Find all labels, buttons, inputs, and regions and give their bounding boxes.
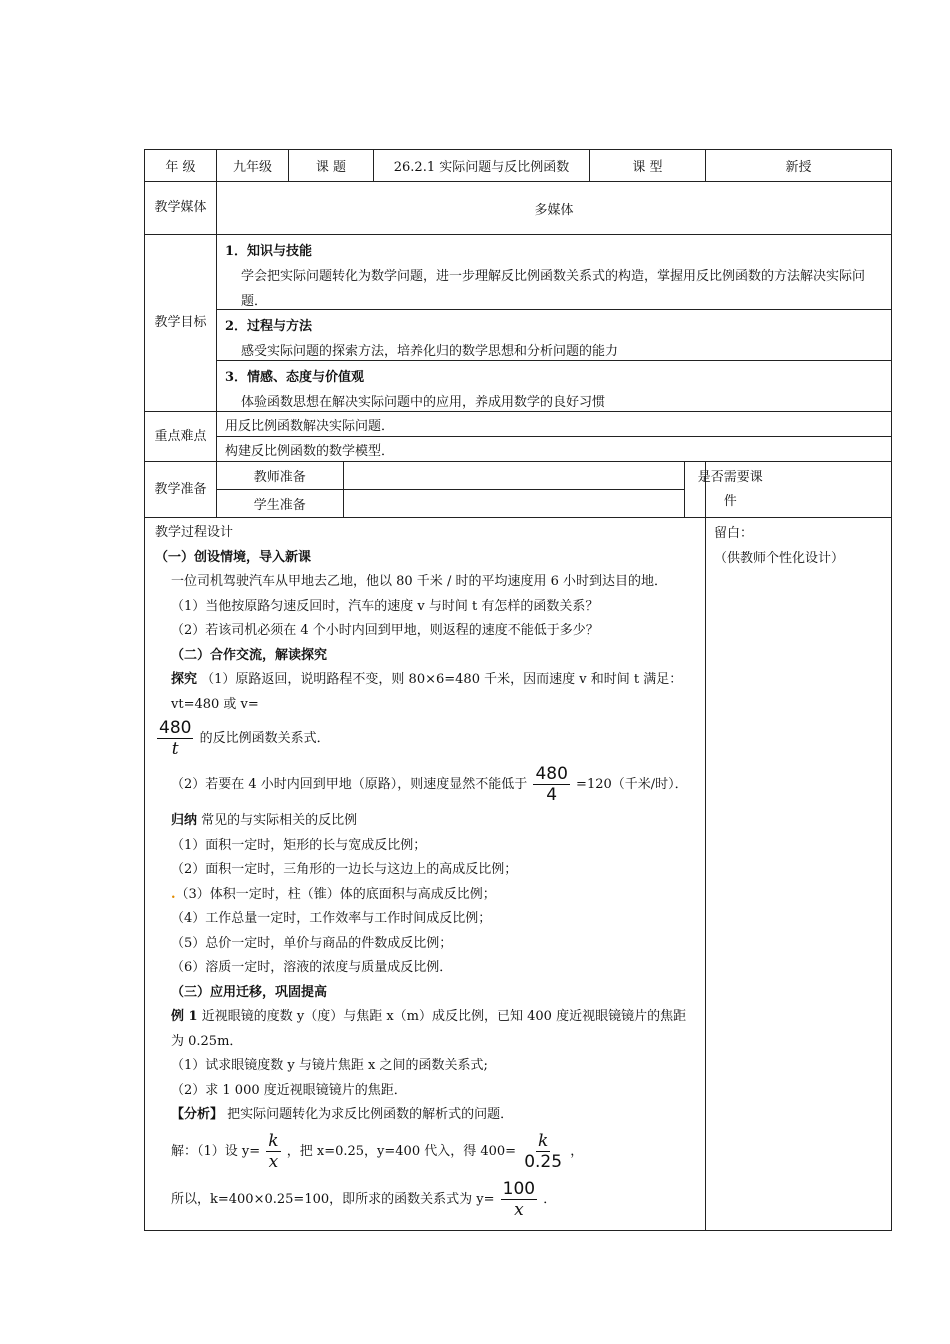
process-row [145,518,892,1231]
section-3-heading: （三）应用迁移，巩固提高 [171,984,328,1000]
summary-line [155,809,695,834]
courseware-label: 是否需要课件 [684,462,776,517]
process-body [155,521,695,1224]
student-prep-value [343,490,684,518]
solution-text-5: ． [543,1191,557,1207]
analysis-line [155,1103,695,1128]
process-title: 教学过程设计 [155,525,234,540]
grade-label: 年 级 [145,150,217,182]
objective-knowledge [217,235,891,309]
media-row [145,182,892,235]
summary-item: （5）总价一定时，单价与商品的件数成反比例； [171,935,453,951]
example-1-line [155,1005,695,1054]
prep-row [145,462,892,518]
section-1-heading: （一）创设情境，导入新课 [155,549,312,565]
grade-value: 九年级 [217,150,289,182]
solution-text-2: ，把 x=0.25，y=400 代入，得 400= [286,1143,517,1159]
explore-label: 探究 [171,672,198,687]
speed-line [155,761,695,809]
solution-text-4: 所以，k=400×0.25=100，即所求的函数关系式为 y= [171,1191,495,1207]
media-label: 教学媒体 [145,182,217,235]
scenario-text: 一位司机驾驶汽车从甲地去乙地，他以 80 千米 / 时的平均速度用 6 小时到达目的地． [171,574,667,589]
type-label: 课 型 [590,150,706,182]
objective-heading: 3．情感、态度与价值观 [225,370,365,385]
difficulty-row [145,437,892,462]
objectives-content [217,235,892,412]
section-2-heading: （二）合作交流，解读探究 [171,647,328,663]
example-1-label: 例 1 [171,1009,198,1024]
objectives-row [145,235,892,412]
notes-column [706,518,892,1231]
example-1-question-2: （2）求 1 000 度近视眼镜镜片的焦距． [171,1082,407,1098]
media-value: 多媒体 [217,182,892,235]
objective-attitude [217,360,891,411]
teacher-prep-value [343,462,684,490]
difficulty-text: 构建反比例函数的数学模型． [217,437,892,462]
objective-text: 体验函数思想在解决实际问题中的应用，养成用数学的良好习惯 [241,395,606,410]
analysis-text: 把实际问题转化为求反比例函数的解析式的问题． [227,1107,514,1122]
fraction-k-over-025: $\frac{k}{0.25}$ [524,1130,563,1172]
mark-dot-icon: . [171,886,176,902]
fraction-480-over-4: $\frac{480}{4}$ [535,764,568,805]
solution-line-1 [155,1128,695,1176]
analysis-label: 【分析】 [171,1107,224,1122]
summary-item: （3）体积一定时，柱（锥）体的底面积与高成反比例； [175,886,496,902]
fraction-k-over-x: $\frac{k}{x}$ [268,1130,279,1172]
scenario-question-2: （2）若该司机必须在 4 个小时内回到甲地，则返程的速度不能低于多少？ [171,623,599,638]
summary-item: （6）溶质一定时，溶液的浓度与质量成反比例． [171,960,453,975]
summary-item-3-line [155,883,695,908]
prep-label: 教学准备 [145,462,217,518]
explore-text: （1）原路返回，说明路程不变，则 80×6=480 千米，因而速度 v 和时间 t 满足：vt=480 或 v= [171,672,683,712]
objective-text: 学会把实际问题转化为数学问题，进一步理解反比例函数关系式的构造，掌握用反比例函数的方法解决实际问题． [241,269,866,309]
process-content [145,518,706,1231]
solution-text-1: 解：（1）设 y= [171,1143,261,1159]
fraction-480-over-t: $\frac{480}{t}$ [159,718,192,759]
key-point-text: 用反比例函数解决实际问题． [217,412,892,437]
summary-item: （4）工作总量一定时，工作效率与工作时间成反比例； [171,911,492,926]
prep-inner-table [217,462,776,517]
solution-text-3: ， [570,1143,584,1159]
objectives-label: 教学目标 [145,235,217,412]
student-prep-label: 学生准备 [217,490,343,518]
speed-result: =120（千米/时）． [576,777,688,792]
objective-process [217,309,891,360]
summary-label: 归纳 [171,813,198,828]
solution-line-2 [155,1176,695,1224]
summary-item: （1）面积一定时，矩形的长与宽成反比例； [171,837,427,853]
header-row [145,150,892,182]
key-points-label: 重点难点 [145,412,217,462]
explore-formula-line [155,717,695,761]
example-1-question-1: （1）试求眼镜度数 y 与镜片焦距 x 之间的函数关系式; [171,1058,488,1073]
topic-label: 课 题 [289,150,374,182]
objective-text: 感受实际问题的探索方法，培养化归的数学思想和分析问题的能力 [241,344,619,359]
fraction-100-over-x: $\frac{100}{x}$ [502,1178,536,1220]
objective-heading: 2．过程与方法 [225,319,313,334]
key-point-row [145,412,892,437]
notes-text: （供教师个性化设计） [714,550,845,566]
prep-content [217,462,763,518]
example-1-text: 近视眼镜的度数 y（度）与焦距 x（m）成反比例，已知 400 度近视眼镜镜片的焦距为 0.25m． [171,1009,687,1049]
speed-text: （2）若要在 4 小时内回到甲地（原路），则速度显然不能低于 [171,777,528,792]
scenario-question-1: （1）当他按原路匀速反回时，汽车的速度 v 与时间 t 有怎样的函数关系？ [171,598,599,614]
explore-line [155,668,695,717]
summary-item: （2）面积一定时，三角形的一边长与这边上的高成反比例； [171,862,518,877]
topic-value: 26.2.1 实际问题与反比例函数 [374,150,590,182]
lesson-plan-table [144,149,892,1231]
type-value: 新授 [706,150,892,182]
objective-heading: 1．知识与技能 [225,244,313,259]
summary-text: 常见的与实际相关的反比例 [201,813,358,828]
notes-title: 留白： [714,526,754,541]
teacher-prep-label: 教师准备 [217,462,343,490]
explore-text-2: 的反比例函数关系式． [199,731,330,746]
